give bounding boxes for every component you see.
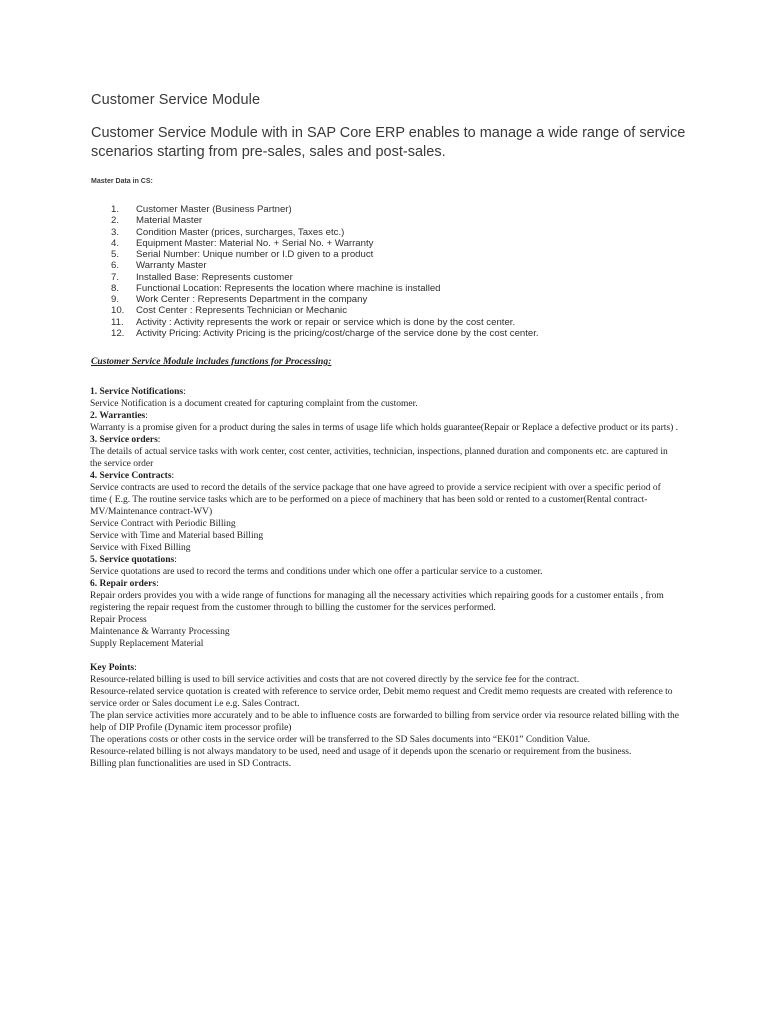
list-item: 3. Condition Master (prices, surcharges, Taxes etc.)	[111, 226, 345, 238]
key-point-line: Billing plan functionalities are used in SD Contracts.	[90, 759, 292, 769]
key-point-line: Resource-related billing is used to bill service activities and costs that are not covered directly by the service fee for the contract.	[90, 675, 580, 685]
list-item: 5. Serial Number: Unique number or I.D given to a product	[111, 249, 374, 260]
list-item: 6. Warranty Master	[111, 260, 207, 272]
list-item: 4. Equipment Master: Material No. + Serial No. + Warranty	[111, 237, 374, 249]
function-line: The details of actual service tasks with work center, cost center, activities, technician, inspections, planned duration and components etc. are captured in the service order	[90, 447, 668, 469]
function-heading: 3. Service orders:	[90, 435, 161, 445]
list-item: 9. Work Center : Represents Department in the company	[111, 294, 368, 305]
list-item: 2. Material Master	[111, 215, 203, 227]
key-point-line: The plan service activities more accurately and to be able to influence costs are forwarded to billing from service order via resource related billing with the help of DIP Profile (Dynamic item processor profile)	[90, 711, 680, 733]
list-item: 10. Cost Center : Represents Technician or Mechanic	[111, 305, 347, 317]
function-line: Service Notification is a document created for capturing complaint from the customer.	[90, 399, 418, 409]
key-point-line: Resource-related billing is not always mandatory to be used, need and usage of it depends upon the scenario or requirement from the business.	[90, 747, 632, 757]
function-line: Warranty is a promise given for a product during the sales in terms of usage life which holds guarantee(Repair or Replace a defective product or its parts) .	[90, 423, 679, 433]
function-line: Service with Time and Material based Billing	[90, 531, 264, 541]
function-line: Supply Replacement Material	[90, 639, 204, 649]
list-item: 12. Activity Pricing: Activity Pricing is the pricing/cost/charge of the service done by the cost center.	[111, 327, 539, 339]
function-line: Service Contract with Periodic Billing	[90, 519, 236, 529]
intro-paragraph: Customer Service Module with in SAP Core ERP enables to manage a wide range of service scenarios starting from pre-sales, sales and post-sales.	[91, 125, 686, 160]
master-data-heading: Master Data in CS:	[91, 178, 153, 185]
function-line: Maintenance & Warranty Processing	[90, 627, 230, 637]
function-heading: 4. Service Contracts:	[90, 471, 175, 481]
functions-body	[90, 386, 680, 770]
function-line: Service contracts are used to record the details of the service package that one have agreed to provide a service recipient with over a specific period of time ( E.g. The routine service tasks which are to be performed on a piece of machinery that has been sold or rented to a customer(Rental contract-MV/Maintenance contract-WV)	[90, 483, 661, 517]
function-line: Repair orders provides you with a wide range of functions for managing all the necessary activities which repairing goods for a customer entails , from registering the repair request from the customer through to billing the customer for the services performed.	[90, 591, 664, 613]
key-points-heading: Key Points:	[90, 663, 137, 673]
page-title: Customer Service Module	[91, 92, 261, 108]
key-point-line: The operations costs or other costs in the service order will be transferred to the SD Sales documents into “EK01” Condition Value.	[90, 735, 591, 745]
function-heading: 5. Service quotations:	[90, 555, 177, 565]
list-item: 8. Functional Location: Represents the location where machine is installed	[111, 282, 441, 294]
master-data-list	[111, 204, 539, 339]
function-line: Service with Fixed Billing	[90, 543, 191, 553]
function-line: Repair Process	[90, 615, 147, 625]
list-item: 1. Customer Master (Business Partner)	[111, 204, 292, 215]
function-heading: 2. Warranties:	[90, 411, 148, 421]
list-item: 11. Activity : Activity represents the work or repair or service which is done by the cost center.	[111, 316, 516, 328]
function-line: Service quotations are used to record the terms and conditions under which one offer a particular service to a customer.	[90, 567, 543, 577]
list-item: 7. Installed Base: Represents customer	[111, 271, 293, 283]
key-point-line: Resource-related service quotation is created with reference to service order, Debit memo request and Credit memo requests are created with reference to service order or Sales document i.e e.g. Sales Contract.	[90, 687, 673, 709]
spacer	[90, 650, 680, 662]
function-heading: 1. Service Notifications:	[90, 387, 186, 397]
functions-heading: Customer Service Module includes functions for Processing:	[91, 356, 332, 367]
function-heading: 6. Repair orders:	[90, 579, 159, 589]
